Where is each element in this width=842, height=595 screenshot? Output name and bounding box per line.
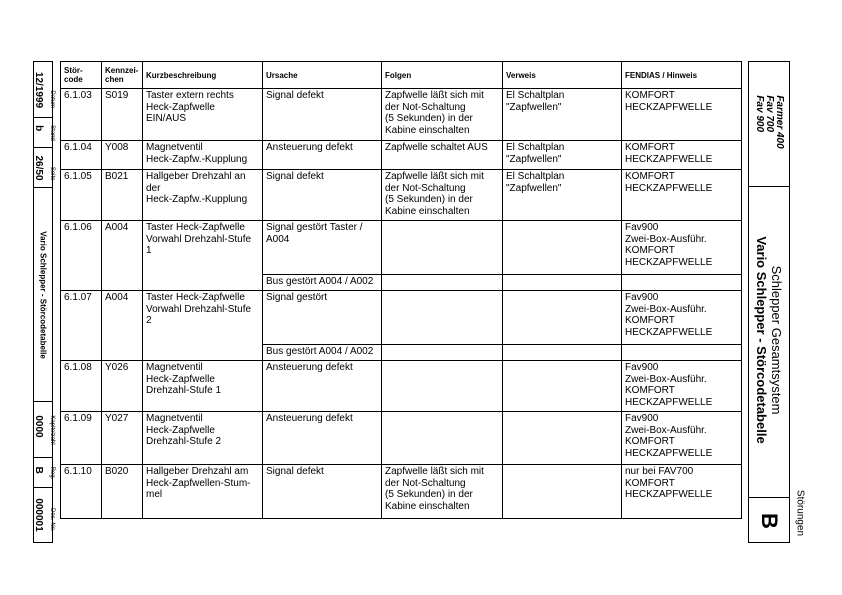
cell-kennzeichen: Y026	[102, 361, 143, 412]
cell-fendias: Fav900 Zwei-Box-Ausführ. KOMFORT HECKZAPFWELLE	[622, 412, 742, 465]
cell-code: 6.1.03	[61, 89, 102, 141]
reg-value: B	[33, 466, 44, 474]
table-row	[61, 361, 742, 412]
cell-folgen: Zapfwelle schaltet AUS	[382, 141, 503, 170]
cell-kurzbeschreibung: Hallgeber Drehzahl an der Heck-Zapfw.-Kupplung	[143, 170, 263, 221]
cell-empty	[503, 345, 622, 361]
cell-kurzbeschreibung: Magnetventil Heck-Zapfwelle Drehzahl-Stufe 1	[143, 361, 263, 412]
table-row	[61, 141, 742, 170]
cell-ursache: Signal defekt	[263, 170, 382, 221]
header-stoercode: Stör- code	[61, 62, 102, 89]
cell-verweis	[503, 221, 622, 275]
header-kurzbeschreibung: Kurzbeschreibung	[143, 62, 263, 89]
table-row	[61, 412, 742, 465]
cell-verweis: El Schaltplan "Zapfwellen"	[503, 141, 622, 170]
cell-fendias: KOMFORT HECKZAPFWELLE	[622, 141, 742, 170]
table-row	[61, 89, 742, 141]
cell-empty	[503, 275, 622, 291]
cell-fendias: KOMFORT HECKZAPFWELLE	[622, 89, 742, 141]
cell-code: 6.1.05	[61, 170, 102, 221]
table-row	[61, 170, 742, 221]
cell-verweis	[503, 465, 622, 519]
header-kennzeichen: Kennzei- chen	[102, 62, 143, 89]
section-name: Störungen	[794, 489, 806, 537]
cell-ursache: Signal gestört Taster / A004	[263, 221, 382, 275]
cell-kurzbeschreibung: Magnetventil Heck-Zapfw.-Kupplung	[143, 141, 263, 170]
cell-verweis	[503, 412, 622, 465]
cell-verweis	[503, 291, 622, 345]
cell-folgen	[382, 361, 503, 412]
doc-no-cell	[33, 488, 55, 542]
cell-folgen: Zapfwelle läßt sich mit der Not-Schaltung (5 Sekunden) in der Kabine einschalten	[382, 89, 503, 141]
stand-value: b	[33, 124, 44, 131]
datum-cell	[33, 62, 55, 118]
cell-folgen	[382, 412, 503, 465]
title-block	[748, 61, 790, 543]
kapitel-label: Kapitelzahl	[49, 414, 55, 445]
table-row	[61, 291, 742, 345]
stand-label: Stand	[49, 124, 55, 141]
cell-verweis	[503, 361, 622, 412]
table-header-row	[61, 62, 742, 89]
title-block-divider	[749, 497, 789, 498]
cell-fendias: KOMFORT HECKZAPFWELLE	[622, 170, 742, 221]
cell-ursache-bus: Bus gestört A004 / A002	[263, 345, 382, 361]
model-list	[754, 95, 784, 148]
cell-code: 6.1.06	[61, 221, 102, 291]
cell-fendias: Fav900 Zwei-Box-Ausführ. KOMFORT HECKZAPFWELLE	[622, 361, 742, 412]
kapitel-cell	[33, 402, 55, 458]
cell-ursache-bus: Bus gestört A004 / A002	[263, 275, 382, 291]
cell-code: 6.1.10	[61, 465, 102, 519]
cell-kurzbeschreibung: Magnetventil Heck-Zapfwelle Drehzahl-Stufe 2	[143, 412, 263, 465]
cell-kurzbeschreibung: Taster extern rechts Heck-Zapfwelle EIN/AUS	[143, 89, 263, 141]
seite-cell	[33, 148, 55, 188]
cell-empty	[382, 275, 503, 291]
seite-value: 26/50	[33, 154, 44, 181]
model-name: Farmer 400	[774, 95, 785, 149]
reg-cell	[33, 458, 55, 488]
cell-fendias: Fav900 Zwei-Box-Ausführ. KOMFORT HECKZAPFWELLE	[622, 291, 742, 345]
cell-kennzeichen: A004	[102, 221, 143, 291]
cell-code: 6.1.07	[61, 291, 102, 361]
cell-kennzeichen: Y008	[102, 141, 143, 170]
cell-folgen	[382, 291, 503, 345]
cell-empty	[382, 345, 503, 361]
doc-no-value: 000001	[33, 498, 44, 532]
cell-ursache: Ansteuerung defekt	[263, 361, 382, 412]
stand-cell	[33, 118, 55, 148]
cell-fendias: nur bei FAV700 KOMFORT HECKZAPFWELLE	[622, 465, 742, 519]
cell-kennzeichen: Y027	[102, 412, 143, 465]
cell-code: 6.1.04	[61, 141, 102, 170]
cell-empty	[622, 275, 742, 291]
cell-kurzbeschreibung: Hallgeber Drehzahl am Heck-Zapfwellen-Stum- mel	[143, 465, 263, 519]
cell-code: 6.1.08	[61, 361, 102, 412]
doc-no-label: Doc.-No.	[49, 508, 55, 532]
document-title-cell	[34, 188, 52, 402]
model-name: Fav 900	[754, 95, 765, 133]
table-row	[61, 465, 742, 519]
cell-verweis: El Schaltplan "Zapfwellen"	[503, 89, 622, 141]
cell-kennzeichen: S019	[102, 89, 143, 141]
reg-label: Reg.	[49, 466, 55, 479]
cell-fendias: Fav900 Zwei-Box-Ausführ. KOMFORT HECKZAPFWELLE	[622, 221, 742, 275]
cell-verweis: El Schaltplan "Zapfwellen"	[503, 170, 622, 221]
cell-kennzeichen: B020	[102, 465, 143, 519]
cell-folgen	[382, 221, 503, 275]
table-row	[61, 221, 742, 275]
cell-kurzbeschreibung: Taster Heck-Zapfwelle Vorwahl Drehzahl-Stufe 2	[143, 291, 263, 361]
cell-ursache: Ansteuerung defekt	[263, 412, 382, 465]
header-fendias: FENDIAS / Hinweis	[622, 62, 742, 89]
datum-label: Datum	[49, 89, 55, 108]
header-ursache: Ursache	[263, 62, 382, 89]
header-folgen: Folgen	[382, 62, 503, 89]
document-info-strip	[33, 61, 53, 543]
cell-ursache: Signal gestört	[263, 291, 382, 345]
cell-folgen: Zapfwelle läßt sich mit der Not-Schaltung (5 Sekunden) in der Kabine einschalten	[382, 465, 503, 519]
section-letter: B	[757, 513, 782, 529]
document-title: Vario Schlepper - Störcodetabelle	[38, 230, 48, 359]
cell-kennzeichen: A004	[102, 291, 143, 361]
system-title	[754, 236, 784, 443]
cell-empty	[622, 345, 742, 361]
system-title-line2: Vario Schlepper - Störcodetabelle	[754, 236, 769, 444]
fault-code-table	[60, 61, 742, 519]
kapitel-value: 0000	[33, 414, 44, 438]
seite-label: Seite	[49, 166, 55, 181]
system-title-line1: Schlepper Gesamtsystem	[769, 265, 784, 415]
cell-kennzeichen: B021	[102, 170, 143, 221]
cell-kurzbeschreibung: Taster Heck-Zapfwelle Vorwahl Drehzahl-Stufe 1	[143, 221, 263, 291]
cell-code: 6.1.09	[61, 412, 102, 465]
datum-value: 12/1999	[33, 71, 44, 108]
header-verweis: Verweis	[503, 62, 622, 89]
title-block-divider	[749, 186, 789, 187]
cell-ursache: Signal defekt	[263, 465, 382, 519]
model-name: Fav 700	[764, 95, 775, 133]
cell-ursache: Signal defekt	[263, 89, 382, 141]
cell-ursache: Ansteuerung defekt	[263, 141, 382, 170]
cell-folgen: Zapfwelle läßt sich mit der Not-Schaltung (5 Sekunden) in der Kabine einschalten	[382, 170, 503, 221]
